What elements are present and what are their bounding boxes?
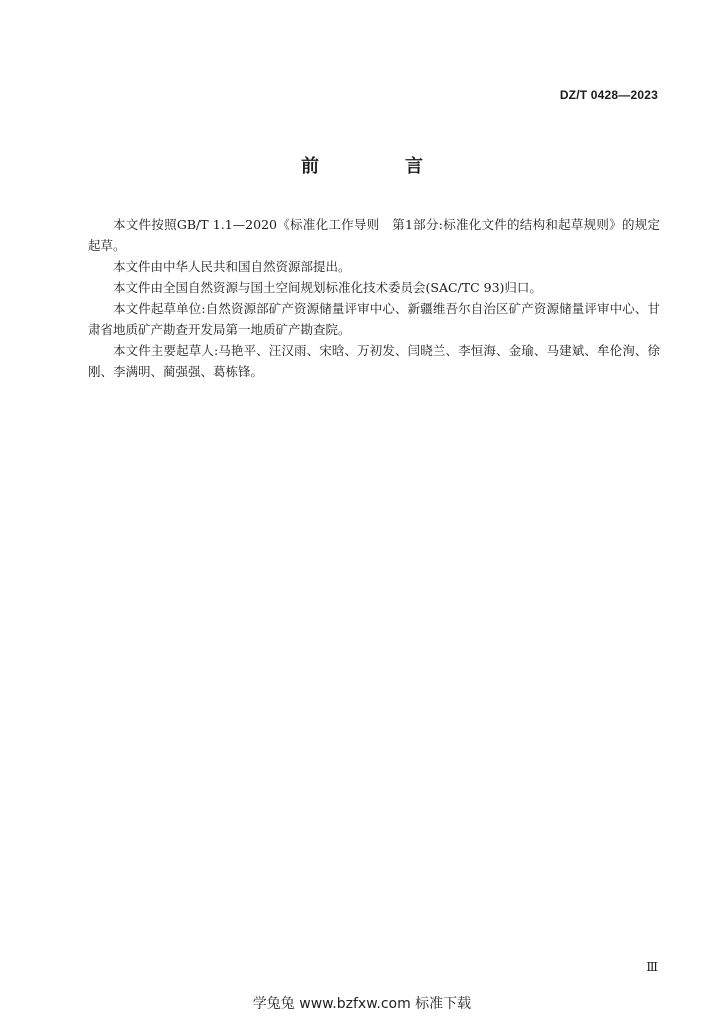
paragraph-drafting-units: 本文件起草单位:自然资源部矿产资源储量评审中心、新疆维吾尔自治区矿产资源储量评审中心、甘肃省地质矿产勘查开发局第一地质矿产勘查院。 [88,301,660,337]
standard-code: DZ/T 0428—2023 [559,88,658,102]
paragraph-drafters: 本文件主要起草人:马艳平、汪汉雨、宋晗、万初发、闫晓兰、李恒海、金瑜、马建斌、牟伦洵、徐刚、李满明、蔺强强、葛栋锋。 [88,343,660,379]
foreword-body [88,214,660,382]
page-title: 前 言 [301,156,457,177]
paragraph-drafting-rules: 本文件按照GB/T 1.1—2020《标准化工作导则 第1部分:标准化文件的结构和起草规则》的规定起草。 [88,217,660,253]
paragraph-proposer: 本文件由中华人民共和国自然资源部提出。 [113,259,351,274]
watermark-text: 学兔兔 www.bzfxw.com 标准下载 [252,996,472,1012]
paragraph-technical-committee: 本文件由全国自然资源与国土空间规划标准化技术委员会(SAC/TC 93)归口。 [113,280,542,295]
page-number: Ⅲ [646,960,658,974]
